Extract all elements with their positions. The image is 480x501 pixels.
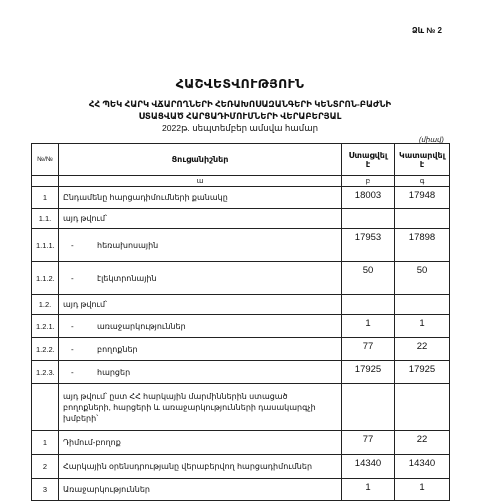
letter-num <box>32 176 59 187</box>
report-subtitle-line1: ՀՀ ՊԵԿ ՀԱՐԿ ՎՃԱՐՈՂՆԵՐԻ ՀԵՌԱԽՈՍԱԶԱՆԳԵՐԻ ԿԵՆՏՐՈՆ-ԲԱԺՆԻ <box>88 99 392 109</box>
row-num: 1.2.2. <box>32 338 59 361</box>
row-received: 17925 <box>342 361 395 384</box>
table-row <box>32 209 450 229</box>
table-section-row <box>32 384 450 431</box>
row-label: Դիմում-բողոք <box>59 431 342 455</box>
row-received: 17953 <box>342 229 395 262</box>
row-label-text: հարցեր <box>97 367 131 377</box>
row-handled: 22 <box>395 338 450 361</box>
row-handled: 1 <box>395 479 450 501</box>
table-row <box>32 455 450 479</box>
row-received: 18003 <box>342 187 395 209</box>
row-label-text: այդ թվում՝ <box>63 300 107 309</box>
row-handled: 1 <box>395 315 450 338</box>
table-row <box>32 229 450 262</box>
table-row <box>32 431 450 455</box>
row-num: 1.1.2. <box>32 262 59 295</box>
report-period: 2022թ. սեպտեմբեր ամսվա համար <box>161 123 319 133</box>
row-received: 1 <box>342 315 395 338</box>
row-label <box>59 361 342 384</box>
row-received: 50 <box>342 262 395 295</box>
row-dash: - <box>71 321 74 331</box>
row-handled <box>395 295 450 315</box>
row-label <box>59 295 342 315</box>
form-number: Ձև № 2 <box>411 26 442 35</box>
row-label-text: հեռախոսային <box>97 240 159 250</box>
report-subtitle-line2: ՍՏԱՑՎԱԾ ՀԱՐՑԱԴԻՄՈՒՄՆԵՐԻ ՎԵՐԱԲԵՐՅԱԼ <box>138 111 342 121</box>
letter-indicator: ա <box>59 176 342 187</box>
table-header-row <box>32 144 450 176</box>
header-handled: Կատարվել է <box>395 144 450 176</box>
section-num <box>32 384 59 431</box>
table-row <box>32 479 450 501</box>
row-received: 1 <box>342 479 395 501</box>
section-note: այդ թվում՝ ըստ ՀՀ հարկային մարմիններին ստացած բողոքների, հարցերի և առաջարկությունների դասակարգչի խմբերի՝ <box>59 384 342 431</box>
row-num: 3 <box>32 479 59 501</box>
row-label <box>59 229 342 262</box>
report-table <box>31 143 450 501</box>
row-label <box>59 315 342 338</box>
row-dash: - <box>71 367 74 377</box>
row-received <box>342 295 395 315</box>
table-row <box>32 338 450 361</box>
report-title: ՀԱՇՎԵՏՎՈՒԹՅՈՒՆ <box>175 77 305 91</box>
table-row <box>32 262 450 295</box>
unit-label: (միավ) <box>419 137 444 144</box>
row-num: 1.2.1. <box>32 315 59 338</box>
row-received: 14340 <box>342 455 395 479</box>
row-num: 1.2.3. <box>32 361 59 384</box>
row-dash: - <box>71 273 74 283</box>
row-label-text: այդ թվում՝ <box>63 214 107 223</box>
row-num: 1.2. <box>32 295 59 315</box>
row-label-text: բողոքներ <box>97 344 138 354</box>
row-label <box>59 262 342 295</box>
row-handled: 14340 <box>395 455 450 479</box>
row-received <box>342 209 395 229</box>
row-received: 77 <box>342 431 395 455</box>
row-handled: 17948 <box>395 187 450 209</box>
table-row <box>32 295 450 315</box>
table-row <box>32 315 450 338</box>
row-handled: 50 <box>395 262 450 295</box>
table-row <box>32 361 450 384</box>
row-handled: 17898 <box>395 229 450 262</box>
row-label-text: էլեկտրոնային <box>97 273 157 283</box>
letter-handled: գ <box>395 176 450 187</box>
row-num: 2 <box>32 455 59 479</box>
row-label <box>59 187 342 209</box>
row-handled: 22 <box>395 431 450 455</box>
header-indicator: Ցուցանիշներ <box>59 144 342 176</box>
section-handled <box>395 384 450 431</box>
header-received: Ստացվել է <box>342 144 395 176</box>
row-handled: 17925 <box>395 361 450 384</box>
row-label: Առաջարկություններ <box>59 479 342 501</box>
table-row <box>32 187 450 209</box>
row-label: Հարկային օրենսդրությանը վերաբերվող հարցադիմումներ <box>59 455 342 479</box>
row-num: 1 <box>32 187 59 209</box>
row-num: 1.1.1. <box>32 229 59 262</box>
row-label <box>59 209 342 229</box>
table-letter-row <box>32 176 450 187</box>
row-label <box>59 338 342 361</box>
row-dash: - <box>71 344 74 354</box>
row-received: 77 <box>342 338 395 361</box>
row-label-text: Ընդամենը հարցադիմումների քանակը <box>63 193 228 202</box>
section-received <box>342 384 395 431</box>
row-num: 1 <box>32 431 59 455</box>
header-num: №/№ <box>32 144 59 176</box>
row-label-text: առաջարկություններ <box>97 321 186 331</box>
letter-received: բ <box>342 176 395 187</box>
row-num: 1.1. <box>32 209 59 229</box>
row-dash: - <box>71 240 74 250</box>
row-handled <box>395 209 450 229</box>
